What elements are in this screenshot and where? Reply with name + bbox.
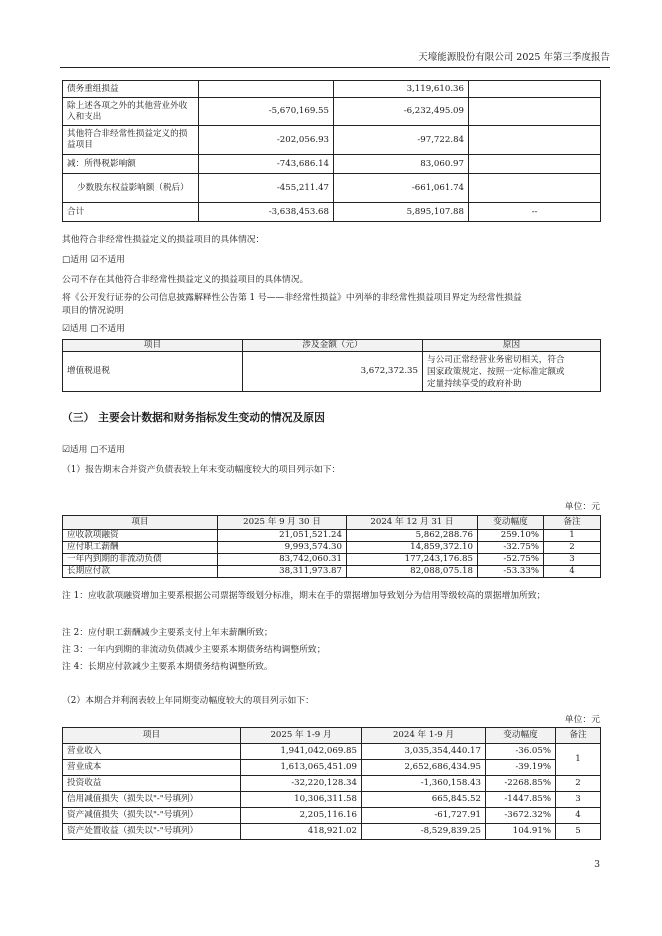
- header-change: 变动幅度: [478, 516, 544, 530]
- footnote-3: 注 3：一年内到期的非流动负债减少主要系本期债务结构调整所致；: [62, 645, 326, 655]
- cell-change: -36.05%: [486, 744, 556, 760]
- cell-change: -52.75%: [478, 554, 544, 566]
- paragraph-reclassification-line1: 将《公开发行证券的公司信息披露解释性公告第 1 号——非经常性损益》中列举的非经常性损益项目界定为经常性损益: [62, 293, 522, 303]
- table-header-row: [63, 516, 601, 530]
- cell-change: -32.75%: [478, 542, 544, 554]
- cell-note: --: [469, 203, 601, 222]
- cell-current: 9,993,574.30: [218, 542, 347, 554]
- header-divider: [60, 67, 610, 68]
- cell-note: [469, 126, 601, 155]
- cell-item: 合计: [63, 203, 199, 222]
- cell-reason: [423, 352, 601, 392]
- table-header-row: [63, 728, 601, 744]
- cell-current: 10,306,311.58: [241, 792, 362, 808]
- cell-prior: 2,652,686,434.95: [362, 760, 486, 776]
- cell-current: 418,921.02: [241, 824, 362, 840]
- table-row-total: [63, 203, 601, 222]
- cell-item: 信用减值损失（损失以"-"号填列）: [63, 792, 241, 808]
- cell-item: 其他符合非经常性损益定义的损益项目: [63, 126, 199, 155]
- cell-note: 1: [544, 530, 601, 542]
- cell-prior: 14,859,372.10: [347, 542, 478, 554]
- table-row: [63, 808, 601, 824]
- cell-prior: -8,529,839.25: [362, 824, 486, 840]
- cell-current: [199, 81, 334, 98]
- cell-item: 应付职工薪酬: [63, 542, 218, 554]
- cell-change: -2268.85%: [486, 776, 556, 792]
- cell-item: 投资收益: [63, 776, 241, 792]
- cell-change: -39.19%: [486, 760, 556, 776]
- table-row: [63, 760, 601, 776]
- reason-line: 定量持续享受的政府补助: [427, 378, 522, 389]
- header-reason: 原因: [423, 340, 601, 352]
- cell-note: 3: [544, 554, 601, 566]
- cell-item: 债务重组损益: [63, 81, 199, 98]
- header-amount: 涉及金额（元）: [243, 340, 423, 352]
- cell-prior: 5,862,288.76: [347, 530, 478, 542]
- cell-note: [469, 174, 601, 203]
- cell-item: 营业收入: [63, 744, 241, 760]
- header-change: 变动幅度: [486, 728, 556, 744]
- table-row: [63, 98, 601, 126]
- cell-note: 2: [544, 542, 601, 554]
- cell-ytd: 3,119,610.36: [334, 81, 469, 98]
- cell-amount: 3,672,372.35: [243, 352, 423, 392]
- cell-change: -3672.32%: [486, 808, 556, 824]
- income-statement-changes-table: [62, 727, 601, 840]
- report-header-title: 天壕能源股份有限公司 2025 年第三季度报告: [418, 52, 610, 63]
- footnote-2: 注 2：应付职工薪酬减少主要系支付上年末薪酬所致；: [62, 628, 273, 638]
- header-prior-period: 2024 年 1-9 月: [362, 728, 486, 744]
- cell-ytd: 83,060.97: [334, 155, 469, 174]
- applicability-checkbox-3: ☑适用 □不适用: [62, 445, 125, 455]
- cell-note: 4: [556, 808, 601, 824]
- table-row: [63, 352, 601, 392]
- cell-current: -743,686.14: [199, 155, 334, 174]
- cell-item: 一年内到期的非流动负债: [63, 554, 218, 566]
- cell-change: 259.10%: [478, 530, 544, 542]
- cell-ytd: -97,722.84: [334, 126, 469, 155]
- cell-item: 资产处置收益（损失以"-"号填列）: [63, 824, 241, 840]
- cell-current: 1,941,042,069.85: [241, 744, 362, 760]
- cell-prior: 665,845.52: [362, 792, 486, 808]
- cell-current: 2,205,116.16: [241, 808, 362, 824]
- table-row: [63, 542, 601, 554]
- header-note: 备注: [556, 728, 601, 744]
- cell-prior: -1,360,158.43: [362, 776, 486, 792]
- cell-item: 少数股东权益影响额（税后）: [63, 174, 199, 203]
- table-row: [63, 530, 601, 542]
- cell-ytd: -661,061.74: [334, 174, 469, 203]
- cell-note: [469, 98, 601, 126]
- table-row: [63, 174, 601, 203]
- paragraph-no-other-items: 公司不存在其他符合非经常性损益定义的损益项目的具体情况。: [62, 275, 309, 285]
- table-row: [63, 566, 601, 578]
- page-number: 3: [594, 860, 600, 870]
- unit-label: 单位：元: [564, 502, 600, 512]
- cell-current: -3,638,453.68: [199, 203, 334, 222]
- unit-label: 单位：元: [564, 715, 600, 725]
- reclassified-items-table: [62, 339, 601, 392]
- table-row: [63, 744, 601, 760]
- table-row: [63, 824, 601, 840]
- cell-item: 长期应付款: [63, 566, 218, 578]
- cell-note: 3: [556, 792, 601, 808]
- cell-item: 营业成本: [63, 760, 241, 776]
- cell-current: 21,051,521.24: [218, 530, 347, 542]
- cell-prior: 3,035,354,440.17: [362, 744, 486, 760]
- header-item: 项目: [63, 516, 218, 530]
- cell-ytd: -6,232,495.09: [334, 98, 469, 126]
- header-note: 备注: [544, 516, 601, 530]
- cell-prior: 82,088,075.18: [347, 566, 478, 578]
- nonrecurring-table: [62, 80, 601, 222]
- cell-current: -5,670,169.55: [199, 98, 334, 126]
- table-row: [63, 155, 601, 174]
- paragraph-reclassification-line2: 项目的情况说明: [62, 306, 124, 316]
- header-item: 项目: [63, 728, 241, 744]
- cell-change: 104.91%: [486, 824, 556, 840]
- reason-line: 国家政策规定、按照一定标准定额或: [427, 366, 565, 377]
- cell-note: 2: [556, 776, 601, 792]
- cell-current: -455,211.47: [199, 174, 334, 203]
- header-period-end: 2025 年 9 月 30 日: [218, 516, 347, 530]
- cell-item: 应收款项融资: [63, 530, 218, 542]
- cell-current: -32,220,128.34: [241, 776, 362, 792]
- cell-ytd: 5,895,107.88: [334, 203, 469, 222]
- table-row: [63, 776, 601, 792]
- cell-note: 4: [544, 566, 601, 578]
- table-row: [63, 81, 601, 98]
- cell-current: 1,613,065,451.09: [241, 760, 362, 776]
- paragraph-income-statement-intro: （2）本期合并利润表较上年同期变动幅度较大的项目列示如下：: [62, 696, 314, 706]
- section-heading: （三） 主要会计数据和财务指标发生变动的情况及原因: [62, 411, 325, 424]
- table-row: [63, 792, 601, 808]
- paragraph-balance-sheet-intro: （1）报告期末合并资产负债表较上年末变动幅度较大的项目列示如下：: [62, 465, 341, 475]
- table-row: [63, 126, 601, 155]
- cell-change: -1447.85%: [486, 792, 556, 808]
- table-header-row: [63, 340, 601, 352]
- header-item: 项目: [63, 340, 243, 352]
- cell-current: 38,311,973.87: [218, 566, 347, 578]
- cell-item: 资产减值损失（损失以"-"号填列）: [63, 808, 241, 824]
- paragraph-other-items: 其他符合非经常性损益定义的损益项目的具体情况：: [62, 235, 265, 245]
- header-current-period: 2025 年 1-9 月: [241, 728, 362, 744]
- balance-sheet-changes-table: [62, 515, 601, 578]
- cell-item: 增值税退税: [63, 352, 243, 392]
- cell-note-merged: 1: [556, 744, 601, 776]
- cell-item: 减：所得税影响额: [63, 155, 199, 174]
- applicability-checkbox-2: ☑适用 □不适用: [62, 324, 125, 334]
- footnote-4: 注 4：长期应付款减少主要系本期债务结构调整所致。: [62, 662, 273, 672]
- cell-current: -202,056.93: [199, 126, 334, 155]
- cell-item: 除上述各项之外的其他营业外收入和支出: [63, 98, 199, 126]
- header-prior-year-end: 2024 年 12 月 31 日: [347, 516, 478, 530]
- cell-note: [469, 155, 601, 174]
- cell-change: -53.33%: [478, 566, 544, 578]
- table-row: [63, 554, 601, 566]
- cell-prior: 177,243,176.85: [347, 554, 478, 566]
- cell-note: [469, 81, 601, 98]
- footnote-1: 注 1：应收款项融资增加主要系根据公司票据等级划分标准，期末在手的票据增加导致划分为信用等级较高的票据增加所致；: [62, 591, 546, 601]
- applicability-checkbox-1: □适用 ☑不适用: [62, 255, 125, 265]
- cell-current: 83,742,060.31: [218, 554, 347, 566]
- cell-note: 5: [556, 824, 601, 840]
- reason-line: 与公司正常经营业务密切相关，符合: [427, 354, 565, 365]
- cell-prior: -61,727.91: [362, 808, 486, 824]
